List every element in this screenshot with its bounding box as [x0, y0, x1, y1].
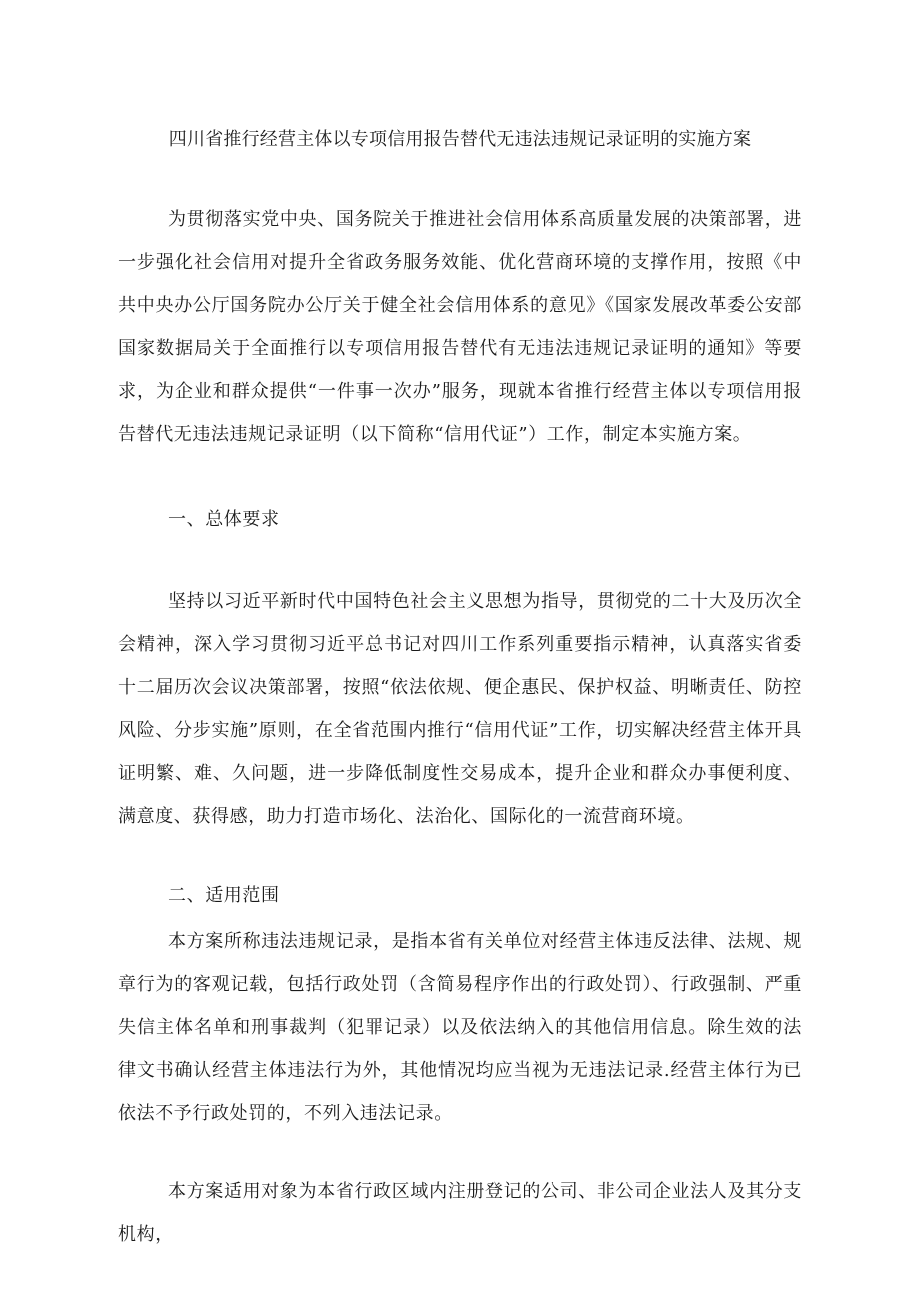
section-heading-general-requirements: 一、总体要求	[168, 509, 280, 530]
document-title: 四川省推行经营主体以专项信用报告替代无违法违规记录证明的实施方案	[168, 129, 752, 150]
general-requirements-paragraph: 坚持以习近平新时代中国特色社会主义思想为指导，贯彻党的二十大及历次全会精神，深入学习贯彻习近平总书记对四川工作系列重要指示精神，认真落实省委十二届历次会议决策部署，按照“依法依规、便企惠民、保护权益、明晰责任、防控风险、分步实施”原则，在全省范围内推行“信用代证”工作，切实解决经营主体开具证明繁、难、久问题，进一步降低制度性交易成本，提升企业和群众办事便利度、满意度、获得感，助力打造市场化、法治化、国际化的一流营商环境。	[118, 591, 802, 827]
scope-paragraph-definition: 本方案所称违法违规记录，是指本省有关单位对经营主体违反法律、法规、规章行为的客观记载，包括行政处罚（含简易程序作出的行政处罚）、行政强制、严重失信主体名单和刑事裁判（犯罪记录）以及依法纳入的其他信用信息。除生效的法律文书确认经营主体违法行为外，其他情况均应当视为无违法记录.经营主体行为已依法不予行政处罚的，不列入违法记录。	[118, 931, 802, 1124]
section-heading-scope: 二、适用范围	[168, 885, 280, 906]
scope-paragraph-applicable-objects: 本方案适用对象为本省行政区域内注册登记的公司、非公司企业法人及其分支机构，	[118, 1181, 802, 1245]
intro-paragraph: 为贯彻落实党中央、国务院关于推进社会信用体系高质量发展的决策部署，进一步强化社会信用对提升全省政务服务效能、优化营商环境的支撑作用，按照《中共中央办公厅国务院办公厅关于健全社会信用体系的意见》《国家发展改革委公安部国家数据局关于全面推行以专项信用报告替代有无违法违规记录证明的通知》等要求，为企业和群众提供“一件事一次办”服务，现就本省推行经营主体以专项信用报告替代无违法违规记录证明（以下简称“信用代证”）工作，制定本实施方案。	[118, 209, 802, 445]
